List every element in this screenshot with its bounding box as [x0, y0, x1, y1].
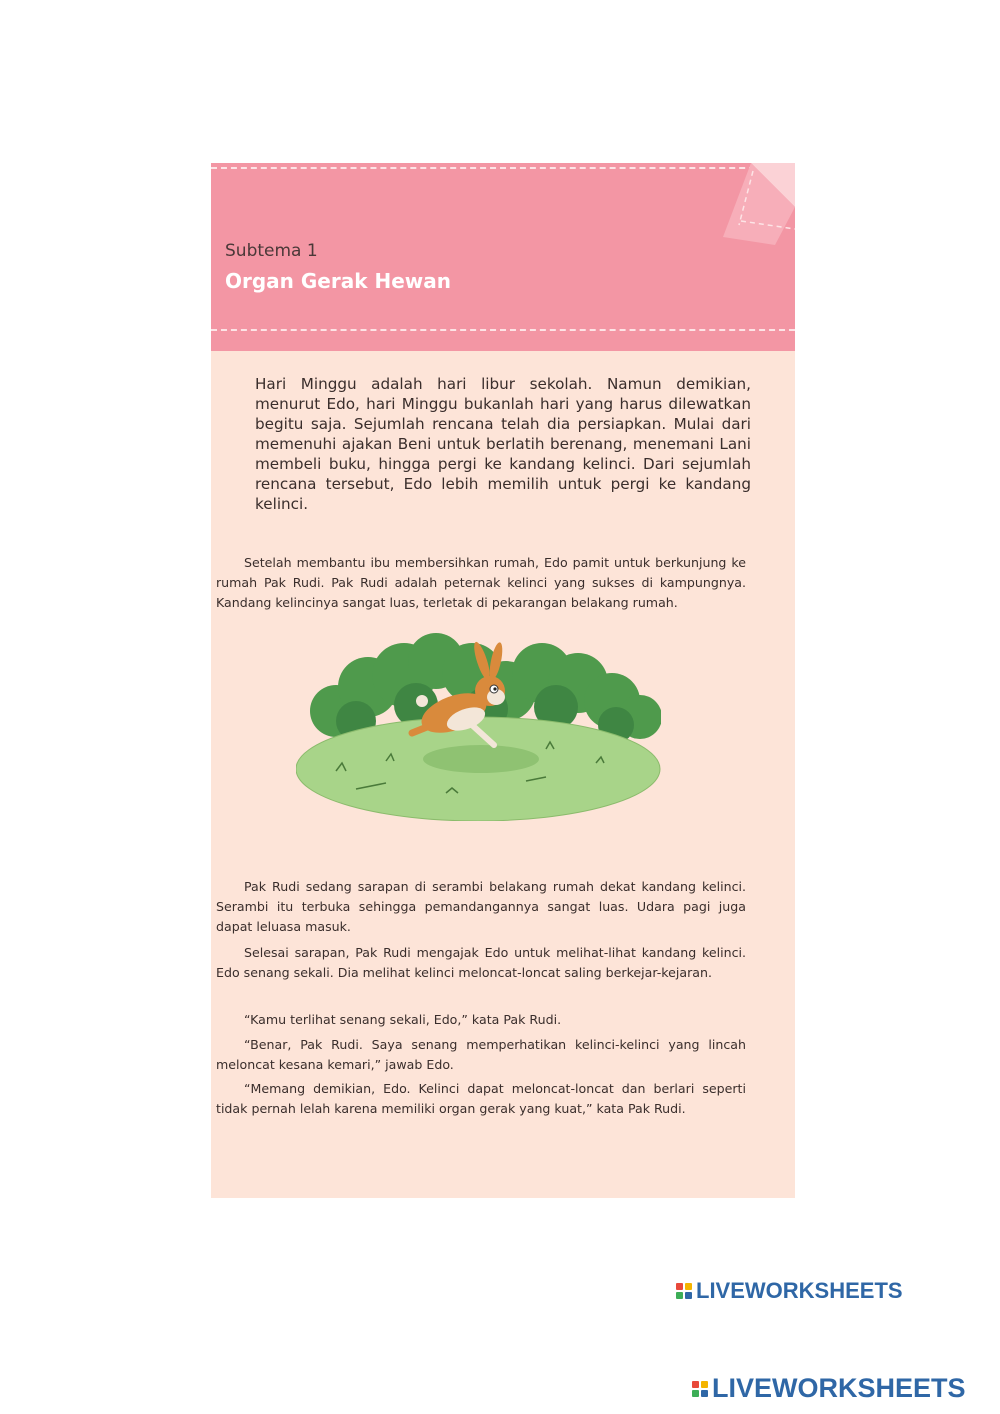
liveworksheets-logo-icon: [676, 1283, 692, 1299]
stitch-line-bottom: [211, 329, 795, 331]
subtema-title: Organ Gerak Hewan: [225, 269, 451, 293]
logo-text: LIVEWORKSHEETS: [696, 1278, 903, 1303]
liveworksheets-logo-icon: [692, 1381, 708, 1397]
rabbit-illustration: [296, 621, 661, 821]
dialogue-line: “Benar, Pak Rudi. Saya senang memperhatikan kelinci-kelinci yang lincah meloncat kesana kemari,” jawab Edo.: [216, 1037, 746, 1072]
stitch-line-top: [211, 167, 795, 169]
story-paragraph: Setelah membantu ibu membersihkan rumah, Edo pamit untuk berkunjung ke rumah Pak Rudi. Pak Rudi adalah peternak kelinci yang sukses di kampungnya. Kandang kelincinya sangat luas, terletak di pekarangan belakang rumah.: [216, 555, 746, 610]
subtema-header: [211, 163, 795, 351]
story-paragraph: Selesai sarapan, Pak Rudi mengajak Edo untuk melihat-lihat kandang kelinci. Edo senang sekali. Dia melihat kelinci meloncat-loncat saling berkejar-kejaran.: [216, 945, 746, 980]
dialogue-line: “Kamu terlihat senang sekali, Edo,” kata Pak Rudi.: [244, 1012, 562, 1027]
dialogue-line: “Memang demikian, Edo. Kelinci dapat meloncat-loncat dan berlari seperti tidak pernah lelah karena memiliki organ gerak yang kuat,” kata Pak Rudi.: [216, 1081, 746, 1116]
liveworksheets-logo-footer: [692, 1373, 966, 1404]
liveworksheets-logo: [676, 1278, 903, 1304]
subtema-number: Subtema 1: [225, 241, 318, 261]
intro-paragraph: Hari Minggu adalah hari libur sekolah. Namun demikian, menurut Edo, hari Minggu bukanlah hari yang harus dilewatkan begitu saja. Sejumlah rencana telah dia persiapkan. Mulai dari memenuhi ajakan Beni untuk berlatih berenang, menemani Lani membeli buku, hingga pergi ke kandang kelinci. Dari sejumlah rencana tersebut, Edo lebih memilih untuk pergi ke kandang kelinci.: [255, 375, 751, 513]
textbook-page: [211, 163, 795, 1198]
page-corner-fold-icon: [723, 163, 795, 253]
story-paragraph: Pak Rudi sedang sarapan di serambi belakang rumah dekat kandang kelinci. Serambi itu terbuka sehingga pemandangannya sangat luas. Udara pagi juga dapat leluasa masuk.: [216, 879, 746, 934]
logo-text: LIVEWORKSHEETS: [712, 1373, 966, 1403]
